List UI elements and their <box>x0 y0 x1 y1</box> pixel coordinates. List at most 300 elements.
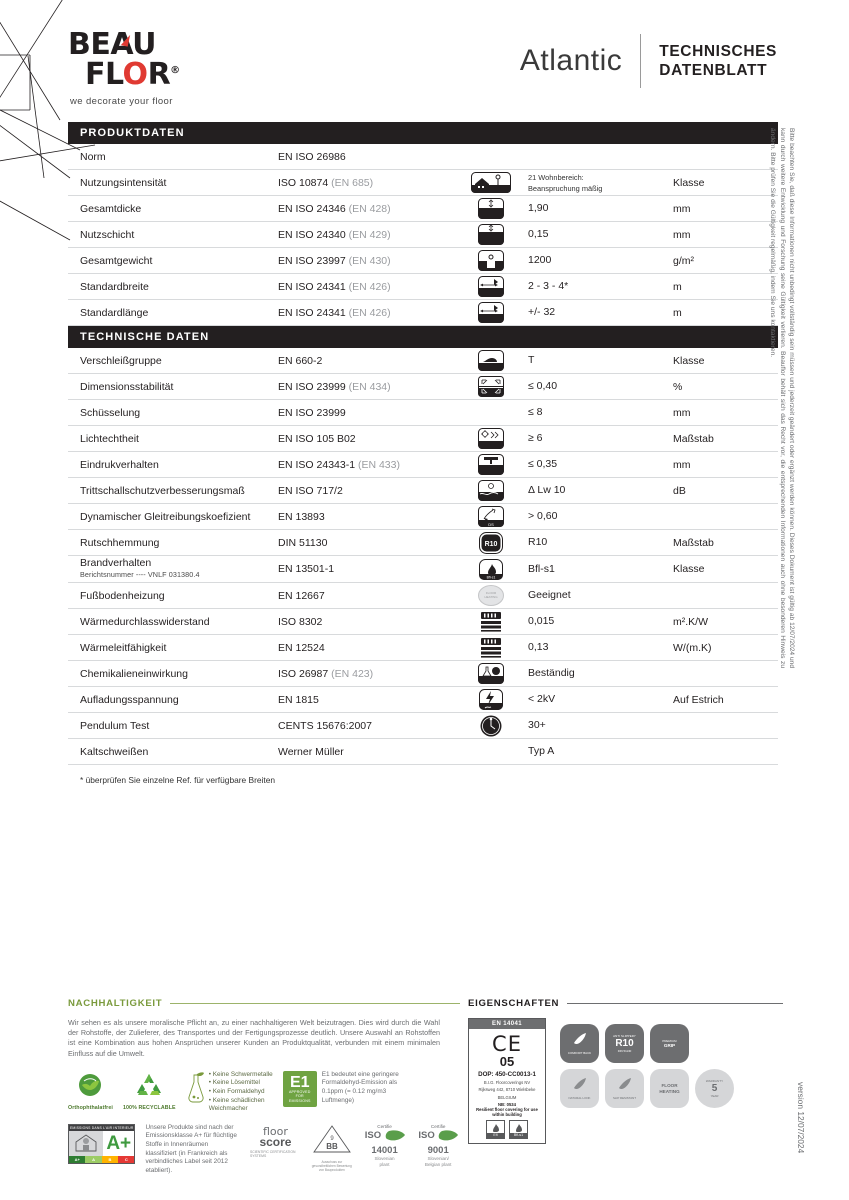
lightfastness-icon <box>453 428 528 449</box>
row-property-label: Trittschallschutzverbesserungsmaß <box>80 484 245 497</box>
row-property-name <box>68 255 278 267</box>
svg-text:HEATING: HEATING <box>483 595 498 599</box>
flask-plant-icon <box>186 1071 206 1105</box>
brand-line2-post: R <box>147 57 171 92</box>
row-unit: m <box>673 280 682 293</box>
row-value: ≥ 6 <box>528 432 543 444</box>
house-person-icon <box>453 172 528 193</box>
row-value <box>528 172 673 194</box>
row-property-label: Kaltschweißen <box>80 745 149 758</box>
row-standard-alt: (EN 433) <box>357 458 400 471</box>
row-unit: mm <box>673 406 691 419</box>
row-property-label: Lichtechtheit <box>80 432 139 445</box>
e1-approved-line2: FOR <box>295 1094 304 1099</box>
thermal-conductivity-icon <box>453 637 528 658</box>
table-row <box>68 400 778 426</box>
row-standard-main: ISO 8302 <box>278 615 323 628</box>
row-property-name <box>68 203 278 215</box>
table-row <box>68 556 778 583</box>
dimensional-stability-icon <box>453 376 528 397</box>
row-value: < 2kV <box>528 693 556 705</box>
ce-notified-body: NB: 0534 <box>498 1102 516 1108</box>
bottom-sections <box>68 998 783 1185</box>
row-standard <box>278 255 453 267</box>
row-unit: Klasse <box>673 563 705 575</box>
svg-text:Bfl-s1: Bfl-s1 <box>486 575 495 579</box>
prop-glyph-icon <box>572 1032 588 1051</box>
premium-grip-icon <box>650 1024 689 1063</box>
row-property-name <box>68 355 278 367</box>
aplus-scale <box>69 1156 134 1163</box>
legal-disclaimer: Bitte beachten Sie, daß diese Informationen nicht unbedingt vollständig sein müssen und jederzeit geändert oder ergänzt werden können. Dieses Dokument ist gültig ab 12/07/2024 und kann durch weitere Entwicklung und Forschung seine Gültigkeit verlieren. Beauflor behält sich das Recht vor, die entsprechenden Informationen auch ohne besonderen Hinweis zu ändern. Bitte prüfen Sie die Gültigkeit regelmäßig, indem Sie uns kontaktieren. <box>769 128 795 668</box>
row-unit: Maßstab <box>673 432 714 445</box>
thermal-resistance-icon <box>453 611 528 632</box>
row-property-label: Wärmedurchlasswiderstand <box>80 615 210 628</box>
prop-bottom-label: SLIP RESISTANT <box>612 1096 637 1100</box>
row-property-label: Standardlänge <box>80 306 149 319</box>
r10-slip-icon <box>605 1024 644 1063</box>
row-property-label: Pendulum Test <box>80 719 150 732</box>
warranty-5-year-icon <box>695 1069 734 1108</box>
row-property-label: Schüsselung <box>80 406 141 419</box>
wearlayer-icon <box>453 224 528 245</box>
row-standard-main: EN ISO 24340 <box>278 228 349 241</box>
table-row <box>68 248 778 274</box>
prop-bottom-label: COMFORT BACK <box>567 1051 592 1055</box>
ce-icon-bfl <box>509 1120 528 1139</box>
row-unit: mm <box>673 228 691 241</box>
table-row <box>68 144 778 170</box>
comfort-back-icon <box>560 1024 599 1063</box>
prop-mid-label: FLOOR <box>661 1083 678 1089</box>
prop-main-label: 5 <box>711 1083 718 1094</box>
recyclable-label: 100% RECYCLABLE <box>122 1104 176 1111</box>
iso-14001-top: Certifie <box>377 1123 392 1129</box>
row-property-name <box>68 229 278 241</box>
row-standard-main: EN ISO 24346 <box>278 202 349 215</box>
row-standard-main: EN ISO 23999 <box>278 406 346 419</box>
row-property-label: Standardbreite <box>80 280 149 293</box>
brand-line2-pre: FL <box>85 57 123 92</box>
prop-top-label: WARRANTY <box>705 1079 724 1083</box>
iso-14001-sub1: Slovenian <box>374 1155 395 1161</box>
pendulum-icon <box>453 715 528 737</box>
iso-14001-badge <box>363 1124 407 1168</box>
row-property-name <box>68 537 278 549</box>
floorscore-sub: SCIENTIFIC CERTIFICATION SYSTEMS <box>250 1150 296 1159</box>
row-property-name <box>68 307 278 319</box>
row-property-label: Aufladungsspannung <box>80 693 179 706</box>
row-value: Typ A <box>528 745 555 757</box>
ce-icon-efl <box>486 1120 505 1139</box>
free-of-item: • Keine schädlichen <box>208 1096 265 1104</box>
row-standard-main: EN 13501-1 <box>278 563 335 575</box>
free-of-item: • Keine Schwermetalle <box>208 1070 273 1078</box>
row-standard-main: EN 660-2 <box>278 354 323 367</box>
row-property-name <box>68 381 278 393</box>
row-standard-main: EN ISO 24343-1 <box>278 458 358 471</box>
row-standard <box>278 746 453 758</box>
svg-text:BB: BB <box>326 1141 338 1151</box>
iso-14001-number: 14001 <box>371 1144 398 1156</box>
indentation-icon <box>453 454 528 475</box>
property-icons-row-1 <box>560 1024 734 1063</box>
iso-9001-top: Certifie <box>430 1123 446 1129</box>
section-header-technische-daten: TECHNISCHE DATEN <box>68 326 778 348</box>
table-row <box>68 713 778 739</box>
aplus-scale-3: C <box>118 1156 134 1163</box>
row-value: +/- 32 <box>528 306 556 318</box>
row-standard <box>278 668 453 680</box>
row-standard-alt: (EN 430) <box>348 254 391 267</box>
row-standard <box>278 694 453 706</box>
free-of-list <box>209 1071 273 1114</box>
aplus-letter: A+ <box>106 1132 132 1154</box>
row-property-name <box>68 668 278 680</box>
row-value: ≤ 8 <box>528 406 543 418</box>
row-standard-alt: (EN 426) <box>348 280 391 293</box>
row-property-label: Wärmeleitfähigkeit <box>80 641 167 654</box>
row-property-name <box>68 616 278 628</box>
table-row <box>68 170 778 196</box>
row-unit: g/m² <box>673 254 694 267</box>
table-row <box>68 222 778 248</box>
table-row <box>68 196 778 222</box>
free-of-item: Weichmacher <box>208 1105 248 1113</box>
row-standard-main: EN ISO 24341 <box>278 306 349 319</box>
chemical-icon <box>453 663 528 684</box>
floor-heating-icon <box>650 1069 689 1108</box>
row-standard <box>278 307 453 319</box>
row-standard <box>278 616 453 628</box>
aplus-header: EMISSIONS DANS L'AIR INTERIEUR <box>69 1125 134 1130</box>
e1-approved-line1: APPROVED <box>288 1089 311 1094</box>
row-value: 30+ <box>528 719 546 731</box>
properties-section <box>460 998 783 1185</box>
row-standard-alt: (EN 423) <box>331 667 374 680</box>
document-type-line1: TECHNISCHES <box>659 43 777 60</box>
produktdaten-table <box>68 144 778 326</box>
sustainability-rule <box>170 1003 460 1004</box>
ce-company: B.I.G. Floorcoverings NV <box>483 1080 531 1085</box>
brand-line2-o: O <box>122 57 148 92</box>
ce-icon-bfl-label: Bfl-s1 <box>510 1133 527 1138</box>
width-icon <box>453 276 528 297</box>
prop-bottom-label: DIN 51130 <box>617 1049 632 1053</box>
slip-resistant-icon <box>605 1069 644 1108</box>
table-row <box>68 687 778 713</box>
row-unit: m <box>673 306 682 319</box>
svg-text:9: 9 <box>330 1135 334 1142</box>
row-property-label: Verschleißgruppe <box>80 354 162 367</box>
bb-sub: Ausschuss zur gesundheitlichen Bewertung von Bauprodukten <box>311 1159 352 1172</box>
row-standard <box>278 355 453 367</box>
row-unit: dB <box>673 484 686 497</box>
row-standard-main: EN ISO 23999 <box>278 380 349 393</box>
row-value: Geeignet <box>528 589 571 601</box>
row-unit: m².K/W <box>673 615 708 628</box>
row-unit: % <box>673 380 683 393</box>
orthophthalate-free-label: Orthophthalatfrei <box>68 1104 113 1111</box>
row-value: R10 <box>528 536 548 548</box>
row-value-line: 21 Wohnbereich: <box>528 172 584 182</box>
ce-use-line1: Resilient floor covering for use <box>476 1107 538 1113</box>
orthophthalate-free-badge <box>68 1071 113 1111</box>
wear-group-icon <box>453 350 528 371</box>
ce-declaration-card <box>468 1018 546 1144</box>
row-property-name <box>68 720 278 732</box>
table-row <box>68 426 778 452</box>
row-property-name <box>68 177 278 189</box>
brand-tagline: we decorate your floor <box>70 96 173 107</box>
row-standard <box>278 229 453 241</box>
prop-mid-label: HEATING <box>659 1088 680 1094</box>
row-standard <box>278 381 453 393</box>
row-value: ≤ 0,40 <box>528 380 558 392</box>
row-standard <box>278 537 453 549</box>
row-standard-main: ISO 10874 <box>278 176 332 189</box>
row-property-label: Nutzungsintensität <box>80 176 167 189</box>
acoustic-icon <box>453 480 528 501</box>
row-property-label: Fußbodenheizung <box>80 589 165 602</box>
row-value: 2 - 3 - 4* <box>528 280 569 292</box>
row-property-name <box>68 485 278 497</box>
row-property-name <box>68 151 278 163</box>
sustainability-header <box>68 998 460 1009</box>
table-row <box>68 300 778 326</box>
document-title-block <box>520 34 777 88</box>
title-divider <box>640 34 641 88</box>
table-footnote: * überprüfen Sie einzelne Ref. für verfügbare Breiten <box>80 775 276 785</box>
row-standard-main: ISO 26987 <box>278 667 332 680</box>
row-standard <box>278 433 453 445</box>
row-standard-main: EN ISO 23997 <box>278 254 349 267</box>
sustainability-text: Wir sehen es als unsere moralische Pflicht an, zu einer nachhaltigeren Welt beizutragen. Dies wird durch die Wahl der Rohstoffe, der Zulieferer, des Transportes und der Fertigungsprozesse deutlich. Unsere Auswahl an Rohstoffen ist eine Kombination aus hohen Ansprüchen unserer Kunden an Produktqualität, verbunden mit einem minimalen Einfluss auf die Umwelt. <box>68 1018 440 1058</box>
row-standard-alt: (EN 429) <box>348 228 391 241</box>
row-standard-alt: (EN 426) <box>348 306 391 319</box>
floorscore-line1: floor <box>262 1125 288 1139</box>
aplus-scale-1: A <box>85 1156 101 1163</box>
data-tables <box>68 122 778 785</box>
row-standard-main: EN ISO 717/2 <box>278 484 343 497</box>
row-property-label: Rutschhemmung <box>80 536 160 549</box>
table-row <box>68 609 778 635</box>
free-of-item: • Kein Formaldehyd <box>208 1088 265 1095</box>
row-standard <box>278 485 453 497</box>
row-property-label: Dimensionsstabilität <box>80 380 174 393</box>
row-standard-main: Werner Müller <box>278 745 344 758</box>
row-standard-alt: (EN 434) <box>348 380 391 393</box>
iso-9001-sub1: Slovenian/ <box>427 1155 449 1161</box>
table-row <box>68 661 778 687</box>
row-property-name <box>68 433 278 445</box>
table-row <box>68 739 778 765</box>
row-standard <box>278 511 453 523</box>
row-property-name <box>68 746 278 758</box>
prop-glyph-icon <box>617 1077 633 1096</box>
prop-top-label: PREMIUM <box>662 1038 677 1043</box>
iso-9001-number: 9001 <box>427 1144 449 1156</box>
bb-certificate-badge <box>311 1124 353 1172</box>
row-standard <box>278 590 453 602</box>
e1-description: E1 bedeutet eine geringere Formaldehyd-Emission als 0.1ppm (= 0.12 mg/m3 Luftmenge) <box>321 1070 399 1104</box>
slip-friction-icon <box>453 506 528 527</box>
prop-mid-label: GRIP <box>663 1042 676 1048</box>
section-header-produktdaten: PRODUKTDATEN <box>68 122 778 144</box>
properties-header <box>468 998 783 1009</box>
row-property-name <box>68 590 278 602</box>
row-standard-main: DIN 51130 <box>278 536 328 549</box>
prop-glyph-icon <box>572 1077 588 1096</box>
row-standard-main: EN ISO 24341 <box>278 280 349 293</box>
row-standard-alt: (EN 428) <box>348 202 391 215</box>
table-row <box>68 530 778 556</box>
row-standard-main: EN 1815 <box>278 693 319 706</box>
row-standard-main: EN 12524 <box>278 641 325 654</box>
prop-bottom-label: YEAR <box>710 1094 719 1098</box>
ce-address: Rijksweg 442, 8710 Wielsbeke <box>478 1087 536 1093</box>
page-header <box>0 22 849 114</box>
aplus-scale-2: B <box>102 1156 118 1163</box>
row-property-label: Brandverhalten <box>80 557 152 569</box>
row-standard-alt: (EN 685) <box>331 176 374 189</box>
row-standard-main: EN ISO 105 B02 <box>278 432 356 445</box>
row-value: 0,13 <box>528 641 549 653</box>
sustainability-title: NACHHALTIGKEIT <box>68 998 163 1009</box>
row-property-name <box>68 511 278 523</box>
document-type-line2: DATENBLATT <box>659 62 768 79</box>
row-value: Beständig <box>528 667 575 679</box>
static-icon <box>453 689 528 710</box>
row-value: > 0,60 <box>528 510 558 522</box>
ce-icon-efl-label: Efl <box>487 1133 504 1138</box>
row-standard-main: EN 13893 <box>278 510 325 523</box>
prop-main-label: R10 <box>615 1038 634 1049</box>
aplus-description: Unsere Produkte sind nach der Emissionsklasse A+ für flüchtige Stoffe in Innenräumen klassifiziert (in Frankreich als verbindliches Label seit 2012 etabliert). <box>145 1123 237 1174</box>
property-icons-row-2 <box>560 1069 734 1108</box>
row-property-name <box>68 557 278 581</box>
free-of-item: • Keine Lösemittel <box>208 1079 260 1087</box>
row-property-name <box>68 407 278 419</box>
brand-line1: BEAU <box>68 27 157 62</box>
row-value: ≤ 0,35 <box>528 458 558 470</box>
row-standard <box>278 407 453 419</box>
document-version: version 12/07/2024 <box>796 1082 806 1154</box>
document-type <box>659 42 777 80</box>
ce-dop: DOP: 450-CC0013-1 <box>478 1071 536 1078</box>
weight-icon <box>453 250 528 271</box>
row-property-subtext: Berichtsnummer ---- VNLF 031380.4 <box>80 570 200 579</box>
table-row <box>68 274 778 300</box>
thickness-icon <box>453 198 528 219</box>
row-value: 0,015 <box>528 615 555 627</box>
row-standard <box>278 281 453 293</box>
row-value: 1200 <box>528 254 552 266</box>
properties-rule <box>567 1003 783 1004</box>
e1-approved-line3: EMISSIONS <box>288 1098 311 1103</box>
svg-text:DS: DS <box>487 522 494 527</box>
eco-badges-row-2 <box>68 1124 460 1176</box>
ce-use-line2: within building <box>492 1112 522 1118</box>
natural-look-icon <box>560 1069 599 1108</box>
product-name: Atlantic <box>519 44 623 77</box>
iso-9001-iso: ISO <box>418 1129 435 1141</box>
prop-top-label: ANTI SLIPPERY <box>613 1034 636 1038</box>
row-value: 0,15 <box>528 228 549 240</box>
row-standard <box>278 203 453 215</box>
table-row <box>68 504 778 530</box>
e1-letter: E1 <box>289 1073 310 1091</box>
prop-bottom-label: NATURAL LOOK <box>568 1096 591 1100</box>
recycle-icon <box>132 1071 166 1103</box>
eco-badges-row-1 <box>68 1071 460 1114</box>
iso-14001-sub2: plant <box>379 1161 390 1167</box>
table-row <box>68 452 778 478</box>
e1-badge <box>283 1071 317 1107</box>
row-unit: Klasse <box>673 354 705 367</box>
row-standard <box>278 563 453 575</box>
ce-year: 05 <box>499 1054 515 1069</box>
row-property-label: Dynamischer Gleitreibungskoefizient <box>80 510 251 523</box>
row-unit: W/(m.K) <box>673 641 712 654</box>
table-row <box>68 635 778 661</box>
row-value-line: Beanspruchung mäßig <box>528 183 603 193</box>
row-value: 1,90 <box>528 202 549 214</box>
aplus-emission-badge <box>68 1124 135 1164</box>
row-standard <box>278 151 453 163</box>
ce-en-label: EN 14041 <box>469 1019 545 1029</box>
row-property-name <box>68 694 278 706</box>
property-icons-grid <box>560 1018 734 1144</box>
row-unit: Maßstab <box>673 536 714 549</box>
row-property-label: Nutzschicht <box>80 228 135 241</box>
row-standard <box>278 720 453 732</box>
r10-icon <box>453 532 528 554</box>
house-icon <box>69 1131 103 1156</box>
row-value: T <box>528 354 535 366</box>
length-icon <box>453 302 528 323</box>
row-standard <box>278 177 453 189</box>
row-property-label: Eindrukverhalten <box>80 458 159 471</box>
row-standard-main: EN 12667 <box>278 589 325 602</box>
row-standard <box>278 642 453 654</box>
iso-9001-badge <box>416 1124 460 1168</box>
row-unit: mm <box>673 458 691 471</box>
row-unit: mm <box>673 202 691 215</box>
row-property-name <box>68 281 278 293</box>
iso-14001-iso: ISO <box>364 1129 382 1141</box>
aplus-scale-0: A+ <box>69 1156 85 1163</box>
row-standard-main: EN ISO 26986 <box>278 150 346 163</box>
fire-icon <box>453 559 528 580</box>
floor-heating-icon <box>453 585 528 606</box>
registered-mark: ® <box>170 65 180 76</box>
row-property-label: Chemikalieneinwirkung <box>80 667 188 680</box>
bb-triangle-icon <box>312 1124 352 1154</box>
svg-text:R10: R10 <box>484 540 497 548</box>
ce-country: BELGIUM <box>497 1094 517 1100</box>
ce-mark-icon: CE <box>492 1032 522 1056</box>
svg-text:FLOOR: FLOOR <box>485 591 496 595</box>
globe-leaf-icon <box>73 1071 107 1103</box>
row-property-label: Gesamtgewicht <box>80 254 153 267</box>
properties-title: EIGENSCHAFTEN <box>468 998 560 1009</box>
row-unit: Auf Estrich <box>673 693 724 706</box>
row-property-name <box>68 642 278 654</box>
table-row <box>68 374 778 400</box>
row-standard-main: CENTS 15676:2007 <box>278 719 372 732</box>
row-standard <box>278 459 453 471</box>
